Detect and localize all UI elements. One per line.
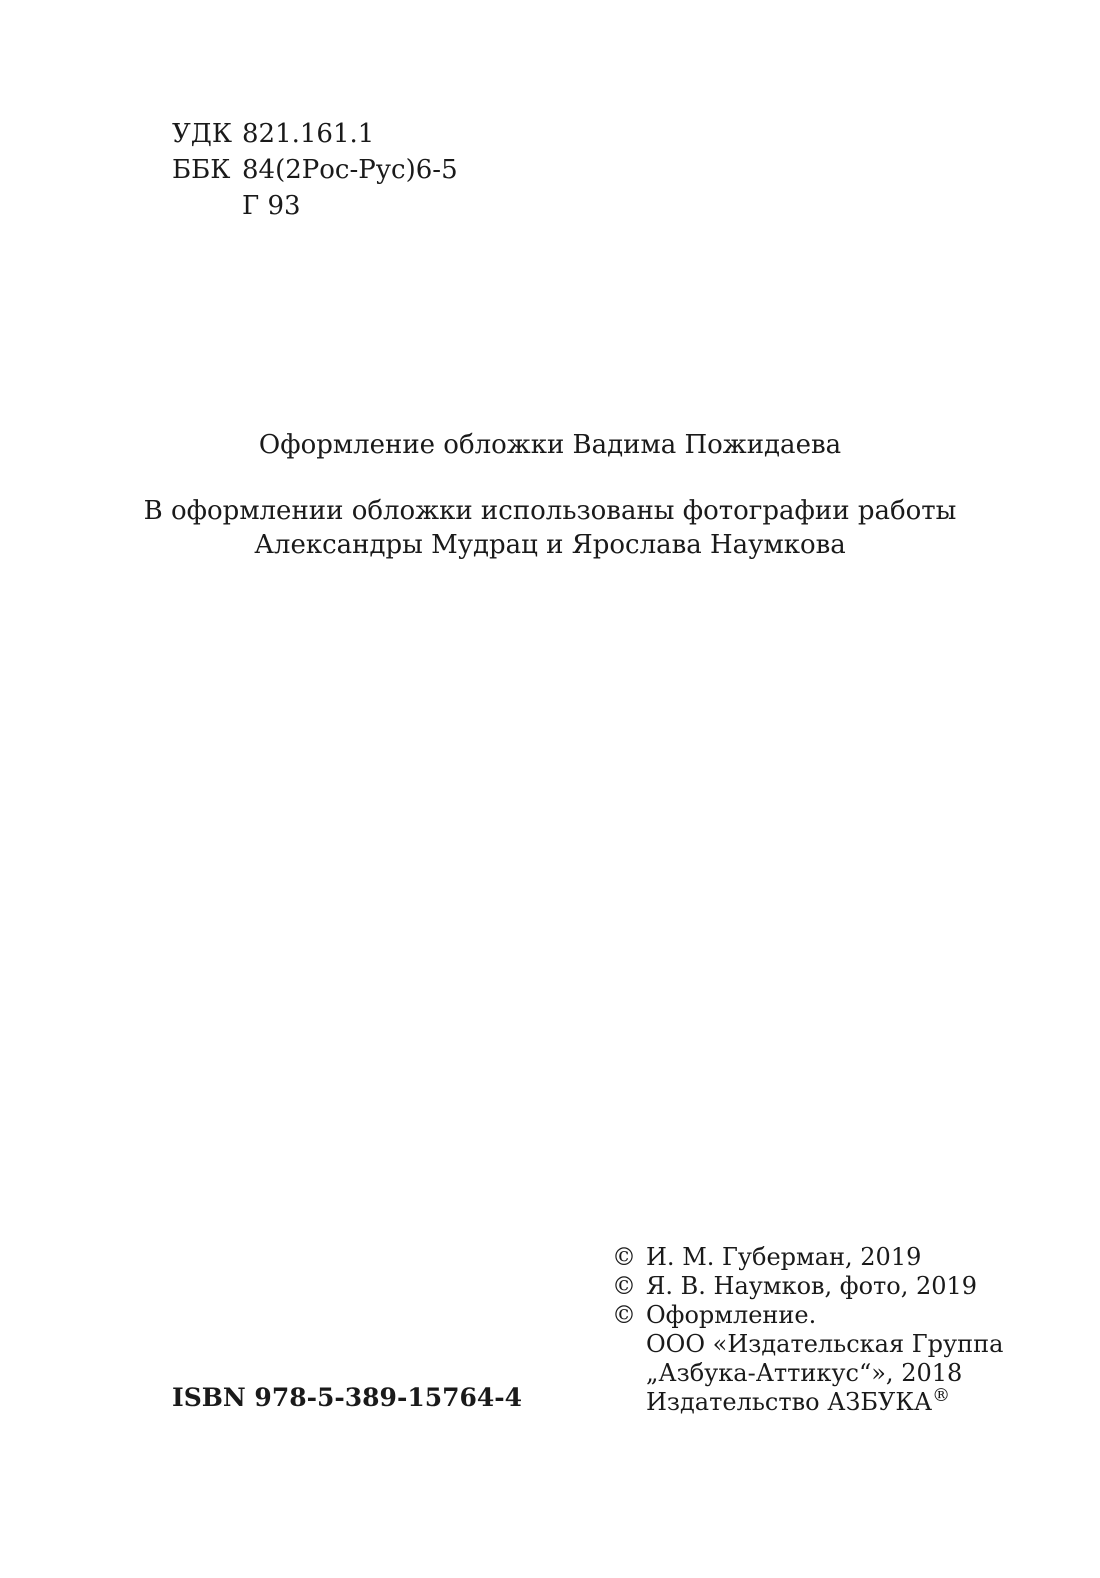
publisher-name: Издательство АЗБУКА <box>646 1388 933 1416</box>
copyright-photo: © Я. В. Наумков, фото, 2019 <box>612 1272 978 1300</box>
author-mark-row <box>172 188 458 224</box>
isbn: ISBN 978-5-389-15764-4 <box>172 1383 523 1412</box>
publisher-line-1: ООО «Издательская Группа <box>646 1330 1004 1358</box>
classification-block <box>172 116 458 224</box>
copyright-icon: © <box>612 1243 636 1271</box>
copyright-design: © Оформление. <box>612 1301 817 1329</box>
copyright-icon: © <box>612 1272 636 1300</box>
registered-trademark-icon: ® <box>932 1385 951 1406</box>
publisher-line-3 <box>612 1385 1003 1417</box>
bbk-row <box>172 152 458 188</box>
photo-credit-line-1: В оформлении обложки использованы фотографии работы <box>143 496 957 526</box>
copyright-block <box>612 1243 1003 1417</box>
bbk-label: ББК <box>172 155 231 185</box>
design-credits <box>0 428 1100 562</box>
copyright-icon: © <box>612 1301 636 1329</box>
photo-credit <box>0 494 1100 562</box>
udk-row <box>172 116 458 152</box>
cover-design-credit: Оформление обложки Вадима Пожидаева <box>258 430 842 460</box>
udk-value: 821.161.1 <box>242 119 375 149</box>
author-mark: Г 93 <box>242 191 301 221</box>
copyright-author: © И. М. Губерман, 2019 <box>612 1243 922 1271</box>
udk-label: УДК <box>172 119 233 149</box>
bbk-value: 84(2Рос-Рус)6-5 <box>242 155 458 185</box>
photo-credit-line-2: Александры Мудрац и Ярослава Наумкова <box>254 530 846 560</box>
publisher-line-2: „Азбука-Аттикус“», 2018 <box>646 1359 963 1387</box>
